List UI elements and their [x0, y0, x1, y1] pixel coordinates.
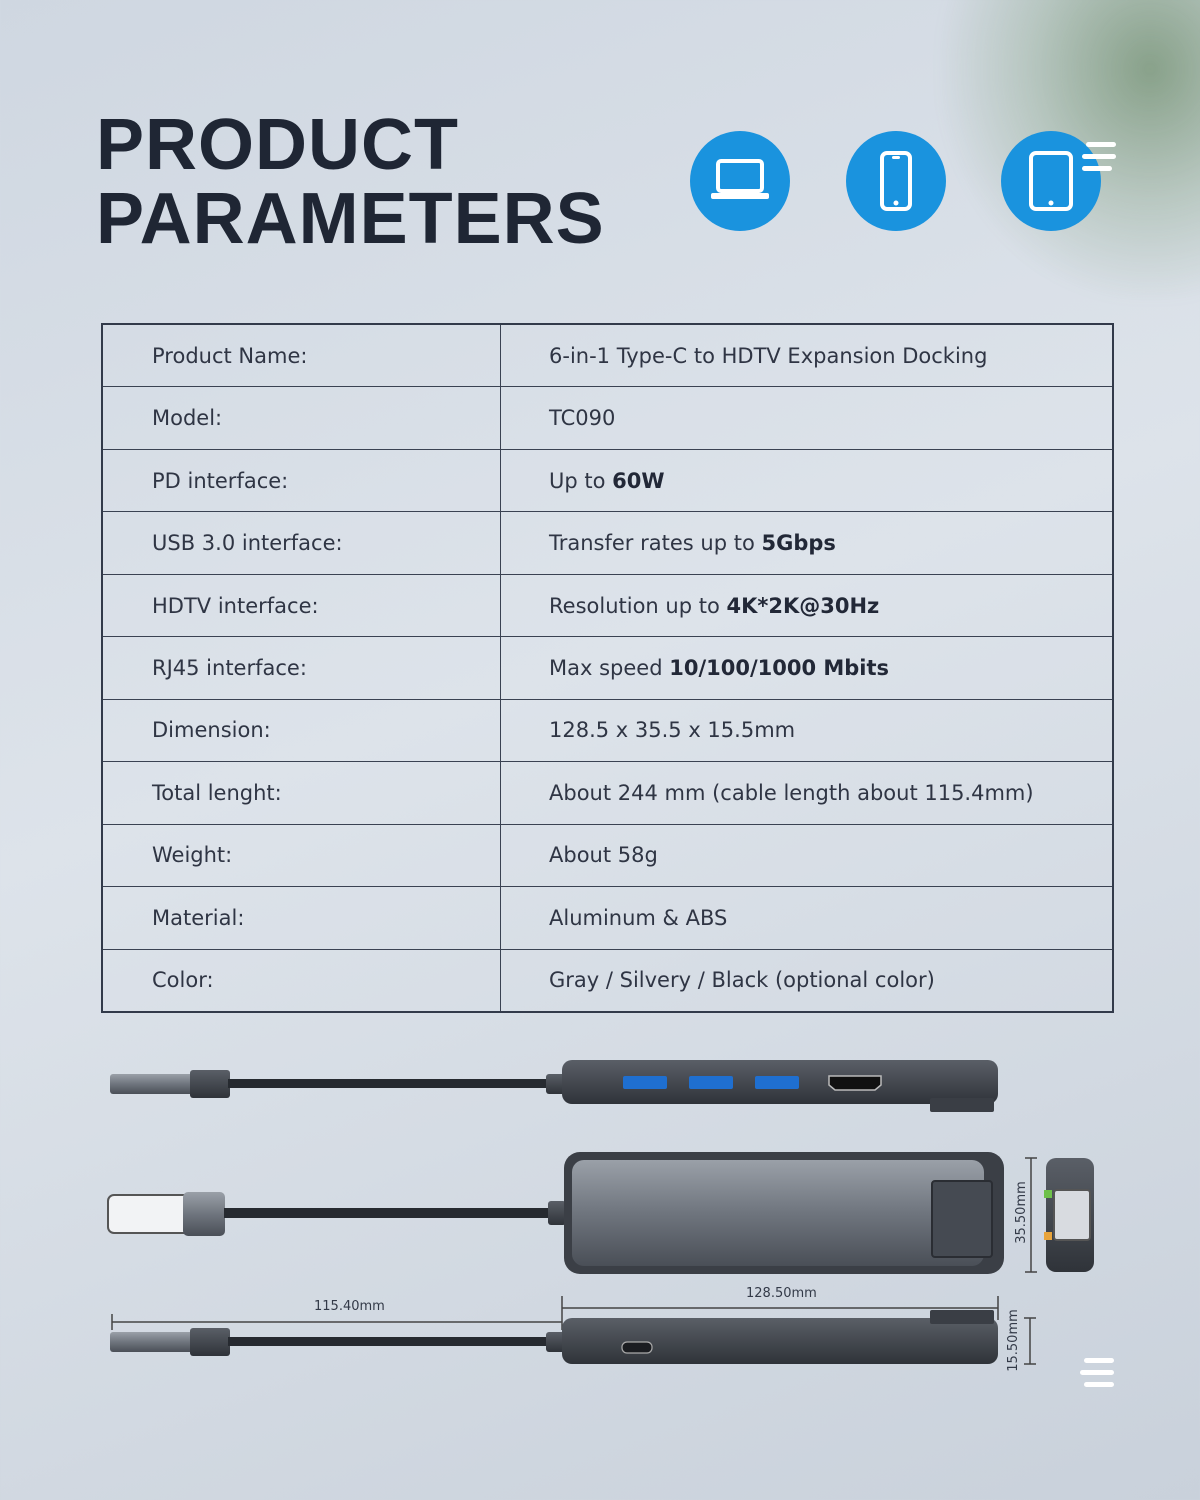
hub-bottom-view: [110, 1296, 1036, 1364]
spec-value: [501, 449, 1114, 511]
usb-c-port-icon: [622, 1342, 652, 1353]
hdmi-port-icon: [829, 1076, 881, 1090]
spec-value-text: Max speed: [549, 655, 670, 680]
spec-value-text: About 244 mm (cable length about 115.4mm): [549, 780, 1034, 805]
spec-value: [501, 887, 1114, 949]
hub-side-view: [110, 1060, 998, 1112]
phone-icon: [876, 150, 916, 212]
spec-value-text: Transfer rates up to: [549, 531, 762, 556]
spec-label: PD interface:: [102, 449, 501, 511]
width-label: 35.50mm: [1013, 1181, 1029, 1244]
spec-value: [501, 574, 1114, 636]
spec-row: [102, 949, 1113, 1012]
spec-value: [501, 949, 1114, 1012]
spec-label: Product Name:: [102, 324, 501, 387]
spec-label: Color:: [102, 949, 501, 1012]
laptop-icon-circle: [690, 131, 790, 231]
spec-label: Total lenght:: [102, 762, 501, 824]
rj45-port-icon: [1054, 1190, 1090, 1240]
spec-label: HDTV interface:: [102, 574, 501, 636]
title-line-2: PARAMETERS: [96, 179, 605, 259]
spec-row: [102, 324, 1113, 387]
spec-value-text: 6-in-1 Type-C to HDTV Expansion Docking: [549, 343, 988, 368]
spec-value: [501, 762, 1114, 824]
spec-row: [102, 637, 1113, 699]
spec-value-bold: 5Gbps: [761, 531, 836, 556]
hub-top-view: [108, 1152, 1094, 1274]
spec-label: Weight:: [102, 824, 501, 886]
spec-row: [102, 512, 1113, 574]
spec-value-text: 128.5 x 35.5 x 15.5mm: [549, 718, 796, 743]
spec-value: [501, 512, 1114, 574]
spec-row: [102, 699, 1113, 761]
spec-value: [501, 324, 1114, 387]
title-line-1: PRODUCT: [96, 105, 459, 185]
spec-value: [501, 699, 1114, 761]
spec-value-text: About 58g: [549, 843, 658, 868]
spec-table: [101, 323, 1114, 1013]
decor-lines-bottom: [1080, 1358, 1114, 1394]
spec-value-text: Resolution up to: [549, 593, 727, 618]
page-title: [96, 105, 605, 259]
spec-row: [102, 824, 1113, 886]
spec-value-bold: 60W: [612, 468, 665, 493]
spec-row: [102, 762, 1113, 824]
spec-value: [501, 637, 1114, 699]
spec-label: Material:: [102, 887, 501, 949]
spec-label: USB 3.0 interface:: [102, 512, 501, 574]
tablet-icon: [1026, 150, 1076, 212]
usb-port-icon: [623, 1076, 667, 1089]
phone-icon-circle: [846, 131, 946, 231]
body-length-label: 128.50mm: [746, 1286, 817, 1301]
spec-value-bold: 10/100/1000 Mbits: [669, 655, 890, 680]
spec-row: [102, 449, 1113, 511]
spec-label: RJ45 interface:: [102, 637, 501, 699]
height-label: 15.50mm: [1005, 1309, 1021, 1372]
spec-value-text: Aluminum & ABS: [549, 905, 728, 930]
spec-label: Model:: [102, 387, 501, 449]
spec-value-text: Gray / Silvery / Black (optional color): [549, 968, 935, 993]
spec-value-text: Up to: [549, 468, 613, 493]
usb-port-icon: [689, 1076, 733, 1089]
spec-row: [102, 887, 1113, 949]
spec-label: Dimension:: [102, 699, 501, 761]
spec-value: [501, 387, 1114, 449]
spec-row: [102, 387, 1113, 449]
cable-length-label: 115.40mm: [314, 1299, 385, 1314]
decor-lines-top: [1082, 142, 1116, 178]
usb-port-icon: [755, 1076, 799, 1089]
spec-value: [501, 824, 1114, 886]
spec-value-bold: 4K*2K@30Hz: [726, 593, 880, 618]
spec-value-text: TC090: [549, 406, 616, 431]
spec-row: [102, 574, 1113, 636]
laptop-icon: [709, 155, 771, 207]
